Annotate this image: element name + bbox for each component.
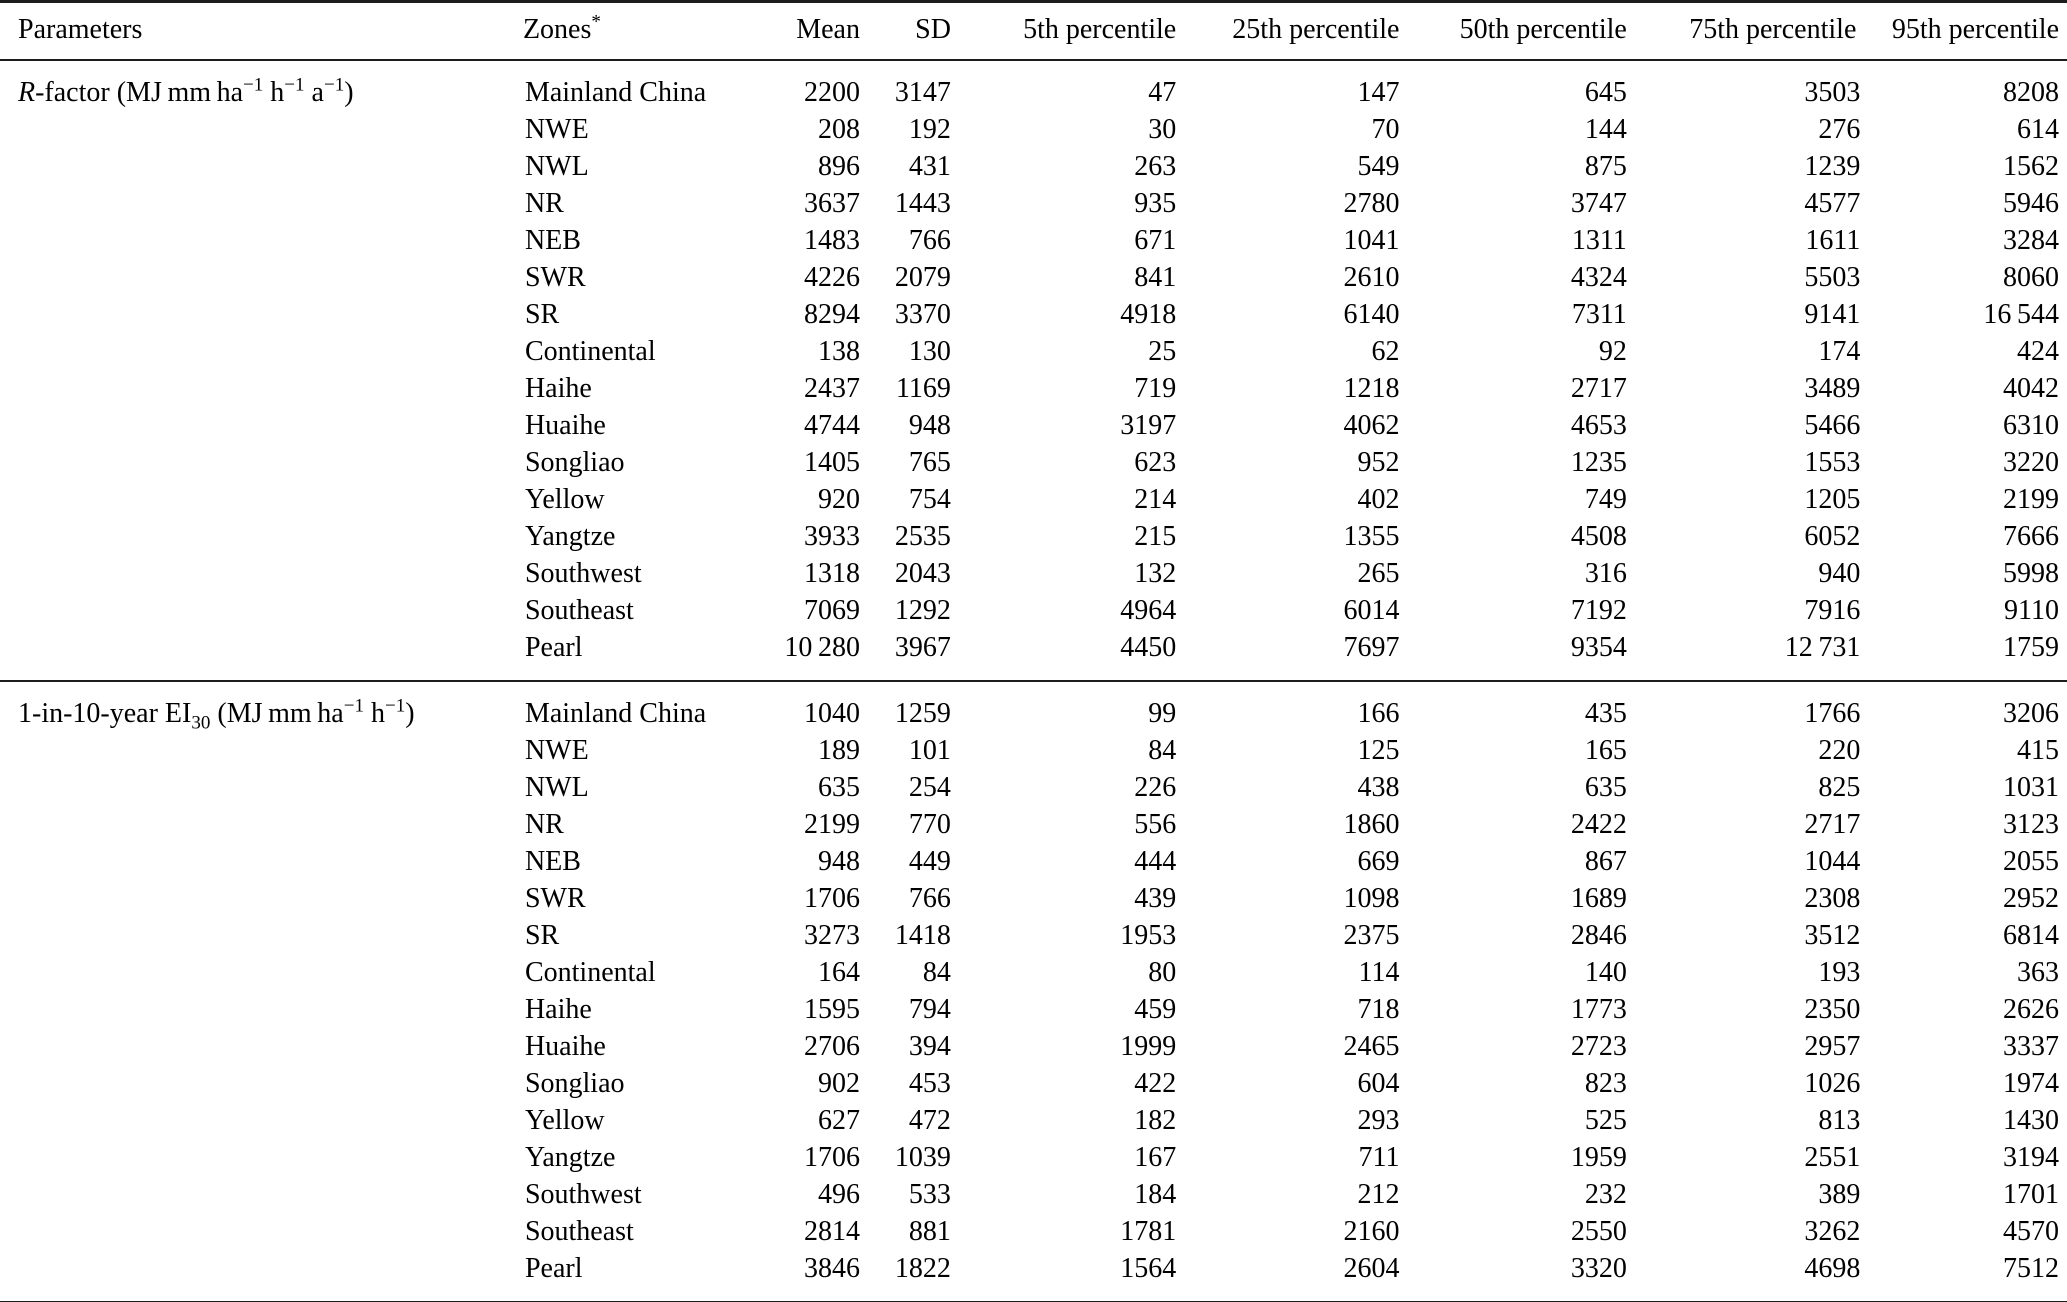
cell-p25: 212 (1357, 1179, 1400, 1210)
zone-cell: NWL (524, 772, 589, 803)
zone-cell: Mainland China (524, 77, 707, 108)
cell-p50: 316 (1584, 558, 1627, 589)
zone-cell: NEB (524, 225, 581, 256)
cell-p5: 671 (1134, 225, 1177, 256)
cell-p75: 174 (1818, 336, 1861, 367)
cell-p5: 1564 (1120, 1253, 1177, 1284)
zones-footnote-asterisk: * (591, 11, 601, 33)
cell-mean: 2437 (803, 373, 860, 404)
cell-p25: 1860 (1343, 809, 1400, 840)
cell-p5: 556 (1134, 809, 1177, 840)
cell-p5: 184 (1134, 1179, 1177, 1210)
cell-p75: 3503 (1804, 77, 1861, 108)
cell-p50: 3747 (1570, 188, 1627, 219)
zone-cell: Continental (524, 336, 656, 367)
col-header-p25: 25th percentile (1180, 2, 1403, 61)
cell-p25: 147 (1357, 77, 1400, 108)
cell-p50: 9354 (1570, 632, 1627, 663)
cell-p5: 4964 (1120, 595, 1177, 626)
zone-cell: Continental (524, 957, 656, 988)
cell-p75: 1205 (1804, 484, 1861, 515)
cell-mean: 138 (817, 336, 860, 367)
cell-p50: 1311 (1571, 225, 1627, 256)
cell-p95: 1430 (2003, 1105, 2059, 1136)
cell-sd: 3147 (894, 77, 951, 108)
cell-p95: 5998 (2003, 558, 2059, 589)
cell-sd: 1259 (894, 698, 951, 729)
cell-p75: 1044 (1804, 846, 1861, 877)
cell-p75: 220 (1818, 735, 1861, 766)
cell-p50: 645 (1584, 77, 1627, 108)
cell-p75: 940 (1818, 558, 1861, 589)
zone-cell: Southeast (524, 1216, 634, 1247)
cell-p50: 232 (1584, 1179, 1627, 1210)
cell-p25: 1098 (1343, 883, 1400, 914)
cell-mean: 1405 (803, 447, 860, 478)
cell-sd: 766 (908, 225, 951, 256)
cell-p50: 525 (1584, 1105, 1627, 1136)
cell-sd: 2043 (894, 558, 951, 589)
cell-p75: 813 (1818, 1105, 1861, 1136)
cell-p95: 8208 (2003, 77, 2059, 108)
cell-mean: 3273 (803, 920, 860, 951)
cell-sd: 1443 (894, 188, 951, 219)
cell-p50: 92 (1598, 336, 1627, 367)
cell-p95: 1759 (2003, 632, 2059, 663)
cell-p95: 3123 (2003, 809, 2059, 840)
cell-p50: 2550 (1570, 1216, 1627, 1247)
cell-p5: 935 (1134, 188, 1177, 219)
zone-cell: Songliao (524, 1068, 625, 1099)
cell-p75: 2308 (1804, 883, 1861, 914)
zone-cell: NEB (524, 846, 581, 877)
header-row (0, 2, 2067, 61)
cell-p95: 6814 (2003, 920, 2059, 951)
zone-cell: SR (524, 299, 560, 330)
cell-p50: 144 (1584, 114, 1627, 145)
cell-p25: 6140 (1343, 299, 1400, 330)
cell-p75: 276 (1818, 114, 1861, 145)
cell-p5: 4918 (1120, 299, 1177, 330)
cell-p5: 30 (1148, 114, 1177, 145)
cell-p5: 1999 (1120, 1031, 1177, 1062)
zone-cell: Mainland China (524, 698, 707, 729)
cell-mean: 2814 (803, 1216, 860, 1247)
cell-p5: 99 (1148, 698, 1177, 729)
cell-sd: 453 (908, 1068, 951, 1099)
cell-mean: 1040 (803, 698, 860, 729)
zone-cell: Southwest (524, 558, 642, 589)
cell-p25: 166 (1357, 698, 1400, 729)
cell-sd: 1418 (894, 920, 951, 951)
cell-p75: 12 731 (1784, 632, 1861, 663)
cell-p5: 422 (1134, 1068, 1177, 1099)
cell-p75: 1766 (1804, 698, 1861, 729)
cell-mean: 635 (817, 772, 860, 803)
table-row (0, 60, 2067, 111)
cell-p50: 635 (1584, 772, 1627, 803)
cell-sd: 948 (908, 410, 951, 441)
cell-sd: 766 (908, 883, 951, 914)
cell-p75: 825 (1818, 772, 1861, 803)
cell-p75: 1611 (1805, 225, 1861, 256)
cell-p75: 4698 (1804, 1253, 1861, 1284)
cell-p50: 1689 (1570, 883, 1627, 914)
cell-sd: 1169 (895, 373, 951, 404)
cell-sd: 254 (908, 772, 951, 803)
cell-p95: 5946 (2003, 188, 2059, 219)
cell-p50: 2846 (1570, 920, 1627, 951)
cell-p25: 669 (1357, 846, 1400, 877)
cell-mean: 920 (817, 484, 860, 515)
cell-p75: 1026 (1804, 1068, 1861, 1099)
cell-p75: 389 (1818, 1179, 1861, 1210)
cell-sd: 101 (908, 735, 951, 766)
cell-p25: 2610 (1343, 262, 1400, 293)
cell-p95: 4570 (2003, 1216, 2059, 1247)
zone-cell: SWR (524, 883, 586, 914)
zone-cell: Pearl (524, 632, 583, 663)
cell-p25: 952 (1357, 447, 1400, 478)
cell-p75: 3489 (1804, 373, 1861, 404)
cell-p5: 226 (1134, 772, 1177, 803)
cell-mean: 4226 (803, 262, 860, 293)
cell-mean: 1706 (803, 883, 860, 914)
cell-mean: 948 (817, 846, 860, 877)
cell-p95: 2055 (2003, 846, 2059, 877)
cell-p95: 3337 (2003, 1031, 2059, 1062)
cell-p25: 1355 (1343, 521, 1400, 552)
cell-p95: 614 (2017, 114, 2059, 145)
cell-p50: 749 (1584, 484, 1627, 515)
cell-p25: 125 (1357, 735, 1400, 766)
zone-cell: Southwest (524, 1179, 642, 1210)
parameter-label: 1-in-10-year $EI_{30}$ (MJ mm $ha^{-1}$ $h^{-1}$) (18, 695, 415, 734)
cell-sd: 794 (908, 994, 951, 1025)
cell-p5: 214 (1134, 484, 1177, 515)
cell-p5: 84 (1148, 735, 1177, 766)
cell-p95: 2952 (2003, 883, 2059, 914)
cell-p50: 4653 (1570, 410, 1627, 441)
cell-p50: 1959 (1570, 1142, 1627, 1173)
cell-mean: 189 (817, 735, 860, 766)
cell-p95: 4042 (2003, 373, 2059, 404)
cell-p95: 1701 (2003, 1179, 2059, 1210)
cell-p50: 3320 (1570, 1253, 1627, 1284)
zone-cell: Yangtze (524, 521, 616, 552)
col-header-sd: SD (864, 2, 955, 61)
cell-p5: 1953 (1120, 920, 1177, 951)
col-header-zones (523, 2, 771, 61)
cell-p95: 1974 (2003, 1068, 2059, 1099)
cell-p5: 4450 (1120, 632, 1177, 663)
cell-mean: 1483 (803, 225, 860, 256)
cell-mean: 10 280 (784, 632, 860, 663)
zone-cell: Huaihe (524, 1031, 606, 1062)
cell-p50: 4508 (1570, 521, 1627, 552)
cell-sd: 394 (908, 1031, 951, 1062)
col-header-mean: Mean (771, 2, 864, 61)
cell-p95: 16 544 (1983, 299, 2059, 330)
cell-mean: 902 (817, 1068, 860, 1099)
zone-cell: Yangtze (524, 1142, 616, 1173)
cell-p50: 165 (1584, 735, 1627, 766)
cell-sd: 472 (908, 1105, 951, 1136)
cell-p5: 623 (1134, 447, 1177, 478)
zone-cell: SR (524, 920, 560, 951)
cell-mean: 3637 (803, 188, 860, 219)
cell-p75: 9141 (1804, 299, 1861, 330)
cell-p50: 867 (1584, 846, 1627, 877)
cell-p25: 2465 (1343, 1031, 1400, 1062)
section-r-factor (0, 60, 2067, 681)
col-header-p95: 95th percentile (1864, 2, 2067, 61)
cell-mean: 7069 (803, 595, 860, 626)
cell-p25: 549 (1357, 151, 1400, 182)
cell-mean: 3933 (803, 521, 860, 552)
cell-mean: 8294 (803, 299, 860, 330)
cell-p75: 2350 (1804, 994, 1861, 1025)
cell-sd: 770 (908, 809, 951, 840)
cell-p75: 2957 (1804, 1031, 1861, 1062)
cell-p25: 293 (1357, 1105, 1400, 1136)
cell-mean: 2200 (803, 77, 860, 108)
zone-cell: Southeast (524, 595, 634, 626)
cell-p50: 4324 (1570, 262, 1627, 293)
cell-sd: 881 (908, 1216, 951, 1247)
zone-cell: NR (524, 188, 564, 219)
cell-p75: 193 (1818, 957, 1861, 988)
cell-p5: 80 (1148, 957, 1177, 988)
zone-cell: NWE (524, 114, 589, 145)
cell-p95: 3220 (2003, 447, 2059, 478)
cell-p25: 114 (1358, 957, 1400, 988)
cell-p5: 841 (1134, 262, 1177, 293)
cell-mean: 1706 (803, 1142, 860, 1173)
cell-p25: 1218 (1343, 373, 1400, 404)
cell-p25: 62 (1371, 336, 1400, 367)
cell-p50: 2717 (1570, 373, 1627, 404)
section-ei30 (0, 681, 2067, 1302)
cell-p25: 4062 (1343, 410, 1400, 441)
cell-sd: 1822 (894, 1253, 951, 1284)
cell-mean: 4744 (803, 410, 860, 441)
zone-cell: Pearl (524, 1253, 583, 1284)
cell-p50: 2422 (1570, 809, 1627, 840)
cell-p50: 7311 (1571, 299, 1627, 330)
cell-p95: 2199 (2003, 484, 2059, 515)
zone-cell: Huaihe (524, 410, 606, 441)
zone-cell: Haihe (524, 994, 592, 1025)
cell-mean: 2199 (803, 809, 860, 840)
cell-mean: 896 (817, 151, 860, 182)
cell-p25: 70 (1371, 114, 1400, 145)
cell-p95: 3284 (2003, 225, 2059, 256)
cell-sd: 2535 (894, 521, 951, 552)
cell-p25: 2160 (1343, 1216, 1400, 1247)
cell-sd: 2079 (894, 262, 951, 293)
cell-mean: 208 (817, 114, 860, 145)
cell-p50: 823 (1584, 1068, 1627, 1099)
cell-sd: 1292 (894, 595, 951, 626)
cell-sd: 533 (908, 1179, 951, 1210)
cell-p5: 719 (1134, 373, 1177, 404)
cell-p5: 444 (1134, 846, 1177, 877)
zone-cell: Yellow (524, 484, 605, 515)
zone-cell: NWE (524, 735, 589, 766)
cell-mean: 1318 (803, 558, 860, 589)
col-header-p75: 75th percentile (1631, 2, 1865, 61)
cell-p95: 1031 (2003, 772, 2059, 803)
cell-p95: 415 (2017, 735, 2059, 766)
cell-p5: 25 (1148, 336, 1177, 367)
zone-cell: NR (524, 809, 564, 840)
cell-p50: 140 (1584, 957, 1627, 988)
cell-p25: 6014 (1343, 595, 1400, 626)
cell-mean: 1595 (803, 994, 860, 1025)
cell-p75: 5503 (1804, 262, 1861, 293)
cell-p95: 3194 (2003, 1142, 2059, 1173)
cell-mean: 2706 (803, 1031, 860, 1062)
cell-p75: 7916 (1804, 595, 1861, 626)
cell-sd: 3370 (894, 299, 951, 330)
cell-p95: 9110 (2004, 595, 2059, 626)
parameter-label: R-factor (MJ mm $ha^{-1}$ $h^{-1}$ $a^{-1}$) (18, 74, 354, 108)
cell-p75: 2717 (1804, 809, 1861, 840)
cell-sd: 3967 (894, 632, 951, 663)
cell-p5: 263 (1134, 151, 1177, 182)
cell-p50: 1235 (1570, 447, 1627, 478)
cell-p95: 3206 (2003, 698, 2059, 729)
cell-p25: 265 (1357, 558, 1400, 589)
cell-sd: 449 (908, 846, 951, 877)
cell-p5: 167 (1134, 1142, 1177, 1173)
cell-p75: 5466 (1804, 410, 1861, 441)
cell-p75: 3512 (1804, 920, 1861, 951)
cell-sd: 765 (908, 447, 951, 478)
cell-p95: 424 (2017, 336, 2059, 367)
cell-p25: 1041 (1343, 225, 1400, 256)
cell-sd: 431 (908, 151, 951, 182)
cell-mean: 496 (817, 1179, 860, 1210)
zones-header-text: Zones (522, 14, 592, 45)
zone-cell: SWR (524, 262, 586, 293)
cell-p5: 439 (1134, 883, 1177, 914)
cell-mean: 3846 (803, 1253, 860, 1284)
cell-p25: 2780 (1343, 188, 1400, 219)
cell-p25: 402 (1357, 484, 1400, 515)
cell-p50: 875 (1584, 151, 1627, 182)
cell-sd: 130 (908, 336, 951, 367)
cell-mean: 627 (817, 1105, 860, 1136)
cell-p75: 3262 (1804, 1216, 1861, 1247)
col-header-p50: 50th percentile (1403, 2, 1630, 61)
cell-p95: 1562 (2003, 151, 2059, 182)
zone-cell: Songliao (524, 447, 625, 478)
cell-p50: 7192 (1570, 595, 1627, 626)
col-header-parameters: Parameters (0, 2, 523, 61)
cell-p95: 6310 (2003, 410, 2059, 441)
cell-p5: 182 (1134, 1105, 1177, 1136)
cell-p75: 6052 (1804, 521, 1861, 552)
cell-p25: 711 (1358, 1142, 1400, 1173)
cell-p25: 2375 (1343, 920, 1400, 951)
cell-sd: 1039 (894, 1142, 951, 1173)
cell-p95: 2626 (2003, 994, 2059, 1025)
cell-sd: 192 (908, 114, 951, 145)
cell-p25: 438 (1357, 772, 1400, 803)
cell-sd: 754 (908, 484, 951, 515)
cell-mean: 164 (817, 957, 860, 988)
cell-p50: 1773 (1570, 994, 1627, 1025)
zone-cell: NWL (524, 151, 589, 182)
cell-p95: 363 (2017, 957, 2059, 988)
cell-sd: 84 (922, 957, 951, 988)
cell-p5: 1781 (1120, 1216, 1177, 1247)
cell-p25: 7697 (1343, 632, 1400, 663)
cell-p95: 7666 (2003, 521, 2059, 552)
cell-p50: 2723 (1570, 1031, 1627, 1062)
table-row (0, 681, 2067, 732)
cell-p95: 8060 (2003, 262, 2059, 293)
zone-cell: Haihe (524, 373, 592, 404)
zone-cell: Yellow (524, 1105, 605, 1136)
cell-p25: 2604 (1343, 1253, 1400, 1284)
cell-p25: 718 (1357, 994, 1400, 1025)
cell-p5: 3197 (1120, 410, 1177, 441)
cell-p5: 132 (1134, 558, 1177, 589)
cell-p25: 604 (1357, 1068, 1400, 1099)
cell-p50: 435 (1584, 698, 1627, 729)
cell-p75: 2551 (1804, 1142, 1861, 1173)
cell-p95: 7512 (2003, 1253, 2059, 1284)
cell-p75: 4577 (1804, 188, 1861, 219)
cell-p75: 1553 (1804, 447, 1861, 478)
cell-p75: 1239 (1804, 151, 1861, 182)
col-header-p5: 5th percentile (955, 2, 1180, 61)
cell-p5: 47 (1148, 77, 1177, 108)
cell-p5: 215 (1134, 521, 1177, 552)
cell-p5: 459 (1134, 994, 1177, 1025)
